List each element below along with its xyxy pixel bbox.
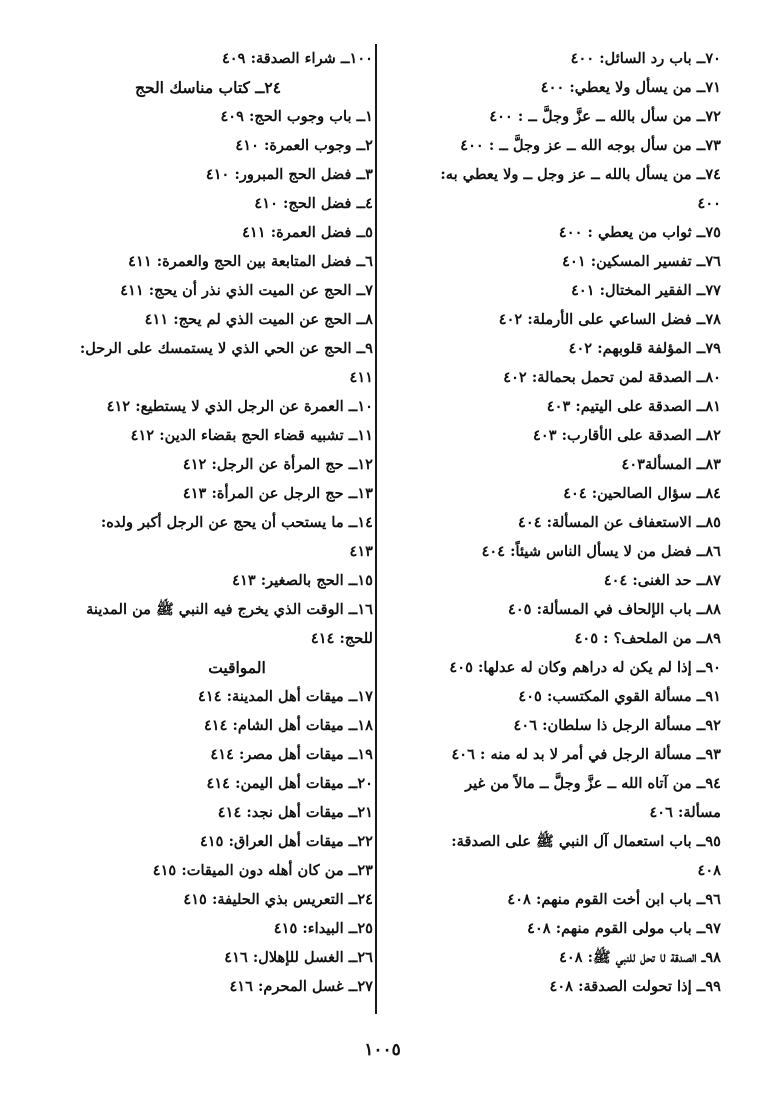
index-entry: ١٥ــ الحج بالصغير: ٤١٣: [232, 572, 373, 589]
section-heading: المواقيت: [208, 658, 266, 677]
index-column-left: [43, 44, 373, 1001]
index-entry: ٧٢ــ من سأل بالله ــ عزَّ وجلَّ ــ : ٤٠٠: [489, 108, 721, 125]
index-entry: ٩ــ الحج عن الحي الذي لا يستمسك على الرحل:: [79, 340, 373, 357]
index-entry: ٧٥ــ ثواب من يعطي : ٤٠٠: [558, 224, 721, 241]
index-entry: ٨٩ــ من الملحف؟ : ٤٠٥: [574, 630, 721, 647]
index-entry-continuation: ٤٠٠: [697, 195, 721, 212]
index-entry: ٩٦ــ باب ابن أخت القوم منهم: ٤٠٨: [507, 891, 721, 908]
index-entry: ١٦ــ الوقت الذي يخرج فيه النبي ﷺ من المدينة: [86, 601, 373, 618]
index-entry: ١٠٠ــ شراء الصدقة: ٤٠٩: [221, 50, 373, 67]
index-entry: ٢٢ــ ميقات أهل العراق: ٤١٥: [199, 833, 373, 850]
index-entry: ٩٠ــ إذا لم يكن له دراهم وكان له عدلها: ٤٠٥: [449, 659, 721, 676]
index-entry: ٦ــ فضل المتابعة بين الحج والعمرة: ٤١١: [128, 253, 373, 270]
index-entry: ٩١ــ مسألة القوي المكتسب: ٤٠٥: [518, 688, 721, 705]
index-entry: ٢١ــ ميقات أهل نجد: ٤١٤: [217, 804, 373, 821]
index-entry: ٨٤ــ سؤال الصالحين: ٤٠٤: [563, 485, 721, 502]
index-entry: ٨١ــ الصدقة على اليتيم: ٤٠٣: [546, 398, 721, 415]
index-entry: ٩٢ــ مسألة الرجل ذا سلطان: ٤٠٦: [513, 717, 721, 734]
index-entry: ٨٧ــ حد الغنى: ٤٠٤: [603, 572, 721, 589]
index-entry: ٩٣ــ مسألة الرجل في أمر لا بد له منه : ٤٠٦: [451, 746, 721, 763]
index-entry: ١ــ باب وجوب الحج: ٤٠٩: [220, 108, 373, 125]
index-entry: ٨٨ــ باب الإلحاف في المسألة: ٤٠٥: [508, 601, 721, 618]
column-divider: [375, 44, 377, 1014]
index-entry: ٢٣ــ من كان أهله دون الميقات: ٤١٥: [152, 862, 373, 879]
book-heading: ٢٤ــ كتاب مناسك الحج: [134, 78, 282, 97]
index-entry: ٧٩ــ المؤلفة قلوبهم: ٤٠٢: [568, 340, 721, 357]
index-entry-continuation: ٤١١: [349, 369, 373, 386]
index-entry: ٢ــ وجوب العمرة: ٤١٠: [235, 137, 373, 154]
index-entry: ١٤ــ ما يستحب أن يحج عن الرجل أكبر ولده:: [100, 514, 373, 531]
index-entry: ٧٦ــ تفسير المسكين: ٤٠١: [562, 253, 721, 270]
page-number: ١٠٠٥: [364, 1040, 401, 1060]
index-entry-continuation: للحج: ٤١٤: [310, 630, 373, 647]
index-entry: ٩٤ــ من آتاه الله ــ عزَّ وجلَّ ــ مالاً من غير: [465, 775, 721, 792]
index-entry: ٨ــ الحج عن الميت الذي لم يحج: ٤١١: [144, 311, 373, 328]
index-entry-continuation: ٤٠٨: [697, 862, 721, 879]
index-entry: ٨٠ــ الصدقة لمن تحمل بحمالة: ٤٠٢: [503, 369, 721, 386]
index-entry: ٥ــ فضل العمرة: ٤١١: [242, 224, 373, 241]
index-entry: ٧٣ــ من سأل بوجه الله ــ عز وجلَّ ــ : ٤٠٠: [460, 137, 721, 154]
index-entry: ٩٥ــ باب استعمال آل النبي ﷺ على الصدقة:: [451, 833, 721, 850]
index-entry: ٧ــ الحج عن الميت الذي نذر أن يحج: ٤١١: [120, 282, 373, 299]
index-entry: ٨٥ــ الاستعفاف عن المسألة: ٤٠٤: [518, 514, 721, 531]
index-entry-continuation: مسألة: ٤٠٦: [649, 804, 721, 821]
index-entry: ٨٦ــ فضل من لا يسأل الناس شيئاً: ٤٠٤: [481, 543, 721, 560]
index-entry: ٢٦ــ الغسل للإهلال: ٤١٦: [224, 949, 373, 966]
index-entry: ٩٨ــ الصدقة لا تحل للنبي ﷺ: ٤٠٨: [559, 949, 721, 966]
index-entry: ٩٧ــ باب مولى القوم منهم: ٤٠٨: [527, 920, 721, 937]
index-entry: ٢٧ــ غسل المحرم: ٤١٦: [229, 978, 373, 995]
index-entry: ٢٠ــ ميقات أهل اليمن: ٤١٤: [206, 775, 373, 792]
index-entry: ٧٧ــ الفقير المختال: ٤٠١: [571, 282, 721, 299]
index-entry: ٤ــ فضل الحج: ٤١٠: [254, 195, 373, 212]
index-entry: ٧٨ــ فضل الساعي على الأرملة: ٤٠٢: [498, 311, 721, 328]
index-entry: ٧٠ــ باب رد السائل: ٤٠٠: [570, 50, 721, 67]
index-entry: ١٣ــ حج الرجل عن المرأة: ٤١٣: [182, 485, 373, 502]
index-entry: ٢٤ــ التعريس بذي الحليفة: ٤١٥: [183, 891, 373, 908]
index-column-right: [383, 44, 721, 1001]
index-entry-continuation: ٤١٣: [349, 543, 373, 560]
index-entry: ١٧ــ ميقات أهل المدينة: ٤١٤: [198, 688, 373, 705]
index-entry: ٨٢ــ الصدقة على الأقارب: ٤٠٣: [533, 427, 721, 444]
index-entry: ١٠ــ العمرة عن الرجل الذي لا يستطيع: ٤١٢: [106, 398, 373, 415]
index-entry: ٩٩ــ إذا تحولت الصدقة: ٤٠٨: [549, 978, 721, 995]
index-entry: ٣ــ فضل الحج المبرور: ٤١٠: [205, 166, 373, 183]
index-entry: ١٩ــ ميقات أهل مصر: ٤١٤: [210, 746, 373, 763]
index-entry: ٨٣ــ المسألة٤٠٣: [621, 456, 721, 473]
index-entry: ٢٥ــ البيداء: ٤١٥: [273, 920, 373, 937]
index-entry: ١٨ــ ميقات أهل الشام: ٤١٤: [203, 717, 373, 734]
index-entry: ١١ــ تشبيه قضاء الحج بقضاء الدين: ٤١٢: [130, 427, 373, 444]
index-entry: ١٢ــ حج المرأة عن الرجل: ٤١٢: [182, 456, 373, 473]
index-entry: ٧٤ــ من يسأل بالله ــ عز وجل ــ ولا يعطي به:: [440, 166, 721, 183]
index-entry: ٧١ــ من يسأل ولا يعطي: ٤٠٠: [540, 79, 721, 96]
